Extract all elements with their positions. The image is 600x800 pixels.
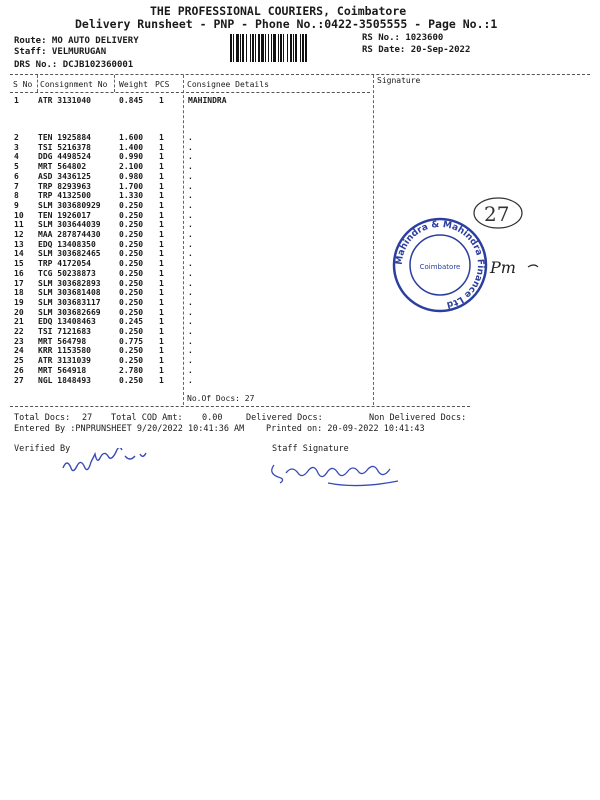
delivered-docs-label: Delivered Docs: — [246, 413, 323, 423]
row-consignee-details: . — [188, 133, 193, 142]
row-consignee-details: . — [188, 327, 193, 336]
row-weight: 0.250 — [119, 288, 144, 298]
row-weight: 0.980 — [119, 171, 144, 181]
row-consignee-details: . — [188, 307, 193, 317]
col-divider — [183, 75, 184, 405]
row-consignee-details: . — [188, 268, 193, 278]
col-header-weight: Weight — [119, 80, 148, 89]
barcode-bar — [302, 34, 304, 62]
row-consignment-no: SLM 303682465 — [38, 249, 101, 259]
row-sno: 10 — [14, 210, 24, 220]
row-weight: 1.700 — [119, 181, 144, 191]
row-consignment-no: DDG 4498524 — [38, 152, 91, 162]
row-pcs: 1 — [159, 327, 164, 336]
row-sno: 1 — [14, 96, 19, 105]
row-consignee-details: . — [188, 365, 193, 375]
row-consignee-details: . — [188, 152, 193, 162]
row-pcs: 1 — [159, 230, 164, 239]
row-weight: 0.250 — [119, 375, 144, 385]
row-sno: 13 — [14, 239, 24, 249]
row-pcs: 1 — [159, 307, 164, 317]
row-consignment-no: ASD 3436125 — [38, 171, 91, 181]
row-weight: 0.250 — [119, 278, 144, 288]
row-weight: 0.250 — [119, 297, 144, 307]
row-sno: 17 — [14, 278, 24, 288]
row-consignee-details: . — [188, 220, 193, 230]
row-weight: 1.600 — [119, 133, 144, 142]
row-consignment-no: SLM 303680929 — [38, 200, 101, 210]
barcode-bar — [250, 34, 251, 62]
row-sno: 24 — [14, 346, 24, 356]
row-pcs: 1 — [159, 268, 164, 278]
entered-by: Entered By :PNPRUNSHEET 9/20/2022 10:41:36 AM — [14, 424, 245, 434]
row-consignment-no: TSI 5216378 — [38, 142, 91, 152]
row-consignee-details: . — [188, 336, 193, 346]
row-pcs: 1 — [159, 191, 164, 201]
row-weight: 2.100 — [119, 162, 144, 172]
row-sno: 23 — [14, 336, 24, 346]
row-pcs: 1 — [159, 259, 164, 269]
row-sno: 11 — [14, 220, 24, 230]
barcode-bar — [240, 34, 241, 62]
printed-on: Printed on: 20-09-2022 10:41:43 — [266, 424, 425, 434]
svg-text:Mahindra & Mahindra Finance Lt: Mahindra & Mahindra Finance Ltd — [394, 219, 486, 310]
row-pcs: 1 — [159, 181, 164, 191]
row-consignee-details: . — [188, 181, 193, 191]
barcode-bar — [246, 34, 247, 62]
row-sno: 12 — [14, 230, 24, 239]
rs-no-label: RS No.: 1023600 — [362, 33, 444, 43]
row-weight: 0.250 — [119, 259, 144, 269]
row-weight: 0.250 — [119, 230, 144, 239]
row-pcs: 1 — [159, 171, 164, 181]
row-consignee-details: . — [188, 249, 193, 259]
col-header-sno: S No — [13, 80, 33, 89]
col-header-consignee: Consignee Details — [187, 80, 269, 89]
row-weight: 2.780 — [119, 365, 144, 375]
row-weight: 0.250 — [119, 307, 144, 317]
row-consignee-details: . — [188, 288, 193, 298]
row-pcs: 1 — [159, 210, 164, 220]
barcode-bar — [233, 34, 234, 62]
col-header-pcs: PCS — [155, 80, 170, 89]
col-header-signature: Signature — [377, 76, 421, 85]
drs-label: DRS No.: DCJB102360001 — [14, 60, 134, 70]
barcode-image — [230, 34, 355, 62]
barcode-bar — [293, 34, 294, 62]
row-sno: 20 — [14, 307, 24, 317]
table-top-rule — [10, 74, 590, 75]
table-bottom-rule — [10, 406, 470, 407]
row-consignee-details: . — [188, 230, 193, 239]
row-weight: 0.250 — [119, 239, 144, 249]
row-consignment-no: SLM 303683117 — [38, 297, 101, 307]
row-consignee-details: . — [188, 171, 193, 181]
total-docs-value: 27 — [82, 413, 93, 423]
row-pcs: 1 — [159, 336, 164, 346]
barcode-bar — [273, 34, 276, 62]
row-consignee-details: . — [188, 142, 193, 152]
row-consignment-no: TRP 8293963 — [38, 181, 91, 191]
verified-signature — [55, 448, 165, 483]
row-consignment-no: TEN 1925884 — [38, 133, 91, 142]
row-sno: 16 — [14, 268, 24, 278]
row-pcs: 1 — [159, 96, 164, 105]
total-cod-value: 0.00 — [202, 413, 223, 423]
row-pcs: 1 — [159, 249, 164, 259]
row-pcs: 1 — [159, 278, 164, 288]
row-consignee-details: . — [188, 375, 193, 385]
total-cod-label: Total COD Amt: — [111, 413, 183, 423]
row-pcs: 1 — [159, 297, 164, 307]
row-consignee-details: MAHINDRA — [188, 96, 227, 105]
row-weight: 0.250 — [119, 220, 144, 230]
barcode-bar — [258, 34, 260, 62]
row-pcs: 1 — [159, 356, 164, 366]
row-consignment-no: MRT 564802 — [38, 162, 87, 172]
barcode-bar — [278, 34, 279, 62]
row-weight: 1.330 — [119, 191, 144, 201]
row-sno: 8 — [14, 191, 19, 201]
row-weight: 0.250 — [119, 346, 144, 356]
row-consignment-no: SLM 303682669 — [38, 307, 101, 317]
row-sno: 14 — [14, 249, 24, 259]
row-pcs: 1 — [159, 317, 164, 327]
row-pcs: 1 — [159, 346, 164, 356]
row-pcs: 1 — [159, 375, 164, 385]
staff-label: Staff: VELMURUGAN — [14, 47, 107, 57]
barcode-bar — [280, 34, 282, 62]
company-title: THE PROFESSIONAL COURIERS, Coimbatore — [150, 4, 407, 18]
barcode-bar — [242, 34, 244, 62]
row-sno: 7 — [14, 181, 19, 191]
row-pcs: 1 — [159, 239, 164, 249]
row-consignee-details: . — [188, 356, 193, 366]
barcode-bar — [287, 34, 288, 62]
row-sno: 25 — [14, 356, 24, 366]
row-pcs: 1 — [159, 220, 164, 230]
barcode-bar — [230, 34, 232, 62]
row-sno: 2 — [14, 133, 19, 142]
barcode-bar — [236, 34, 239, 62]
staff-signature-label: Staff Signature — [272, 444, 349, 454]
barcode-bar — [290, 34, 292, 62]
row-consignment-no: TEN 1926017 — [38, 210, 91, 220]
row-pcs: 1 — [159, 365, 164, 375]
circled-number: 27 — [484, 202, 510, 226]
barcode-bar — [265, 34, 266, 62]
row-sno: 4 — [14, 152, 19, 162]
row-consignee-details: . — [188, 259, 193, 269]
no-of-docs: No.Of Docs: 27 — [187, 394, 255, 403]
row-consignee-details: . — [188, 346, 193, 356]
row-weight: 0.775 — [119, 336, 144, 346]
barcode-bar — [283, 34, 284, 62]
row-pcs: 1 — [159, 162, 164, 172]
row-weight: 0.845 — [119, 96, 144, 105]
row-sno: 5 — [14, 162, 19, 172]
row-pcs: 1 — [159, 152, 164, 162]
svg-text:Pm: Pm — [490, 258, 516, 277]
row-weight: 0.250 — [119, 268, 144, 278]
row-sno: 9 — [14, 200, 19, 210]
col-divider — [373, 75, 374, 405]
svg-text:Coimbatore: Coimbatore — [419, 263, 461, 271]
row-weight: 1.400 — [119, 142, 144, 152]
row-sno: 6 — [14, 171, 19, 181]
col-header-consignment: Consignment No — [40, 80, 108, 89]
row-consignee-details: . — [188, 210, 193, 220]
row-pcs: 1 — [159, 142, 164, 152]
row-consignment-no: SLM 303644039 — [38, 220, 101, 230]
row-sno: 27 — [14, 375, 24, 385]
verified-by-label: Verified By — [14, 444, 71, 454]
barcode-bar — [300, 34, 301, 62]
row-consignee-details: . — [188, 200, 193, 210]
row-consignment-no: KRR 1153580 — [38, 346, 91, 356]
row-consignment-no: NGL 1848493 — [38, 375, 91, 385]
row-consignee-details: . — [188, 317, 193, 327]
row-weight: 0.250 — [119, 200, 144, 210]
row-sno: 21 — [14, 317, 24, 327]
barcode-bar — [268, 34, 269, 62]
row-weight: 0.250 — [119, 356, 144, 366]
row-pcs: 1 — [159, 288, 164, 298]
row-consignment-no: MAA 287874430 — [38, 230, 101, 239]
row-consignment-no: SLM 303681408 — [38, 288, 101, 298]
barcode-bar — [271, 34, 272, 62]
row-consignee-details: . — [188, 191, 193, 201]
row-sno: 22 — [14, 327, 24, 336]
row-pcs: 1 — [159, 133, 164, 142]
row-consignment-no: TRP 4172054 — [38, 259, 91, 269]
barcode-bar — [295, 34, 297, 62]
non-delivered-docs-label: Non Delivered Docs: — [369, 413, 467, 423]
row-consignee-details: . — [188, 239, 193, 249]
col-divider — [37, 75, 38, 92]
row-consignment-no: ATR 3131039 — [38, 356, 91, 366]
row-weight: 0.990 — [119, 152, 144, 162]
total-docs-label: Total Docs: — [14, 413, 71, 423]
row-consignee-details: . — [188, 278, 193, 288]
row-sno: 15 — [14, 259, 24, 269]
row-consignment-no: TCG 50238873 — [38, 268, 96, 278]
row-consignment-no: EDQ 13408350 — [38, 239, 96, 249]
barcode-bar — [261, 34, 264, 62]
row-consignment-no: MRT 564798 — [38, 336, 87, 346]
row-weight: 0.250 — [119, 210, 144, 220]
sheet-title: Delivery Runsheet - PNP - Phone No.:0422-3505555 - Page No.:1 — [75, 17, 498, 31]
row-sno: 19 — [14, 297, 24, 307]
row-sno: 3 — [14, 142, 19, 152]
row-weight: 0.245 — [119, 317, 144, 327]
row-consignment-no: TSI 7121683 — [38, 327, 91, 336]
handwritten-pm — [488, 255, 558, 280]
row-consignment-no: ATR 3131040 — [38, 96, 91, 105]
row-consignment-no: MRT 564918 — [38, 365, 87, 375]
col-divider — [114, 75, 115, 92]
row-sno: 26 — [14, 365, 24, 375]
row-consignment-no: TRP 4132500 — [38, 191, 91, 201]
route-label: Route: MO AUTO DELIVERY — [14, 36, 139, 46]
row-sno: 18 — [14, 288, 24, 298]
barcode-bar — [305, 34, 307, 62]
row-consignee-details: . — [188, 297, 193, 307]
staff-signature — [268, 455, 418, 490]
row-consignment-no: SLM 303682893 — [38, 278, 101, 288]
barcode-bar — [252, 34, 254, 62]
row-consignment-no: EDQ 13408463 — [38, 317, 96, 327]
company-stamp — [390, 215, 490, 315]
table-header-rule — [10, 92, 370, 93]
row-weight: 0.250 — [119, 249, 144, 259]
row-weight: 0.250 — [119, 327, 144, 336]
rs-date-label: RS Date: 20-Sep-2022 — [362, 45, 471, 55]
row-pcs: 1 — [159, 200, 164, 210]
barcode-bar — [255, 34, 256, 62]
row-consignee-details: . — [188, 162, 193, 172]
